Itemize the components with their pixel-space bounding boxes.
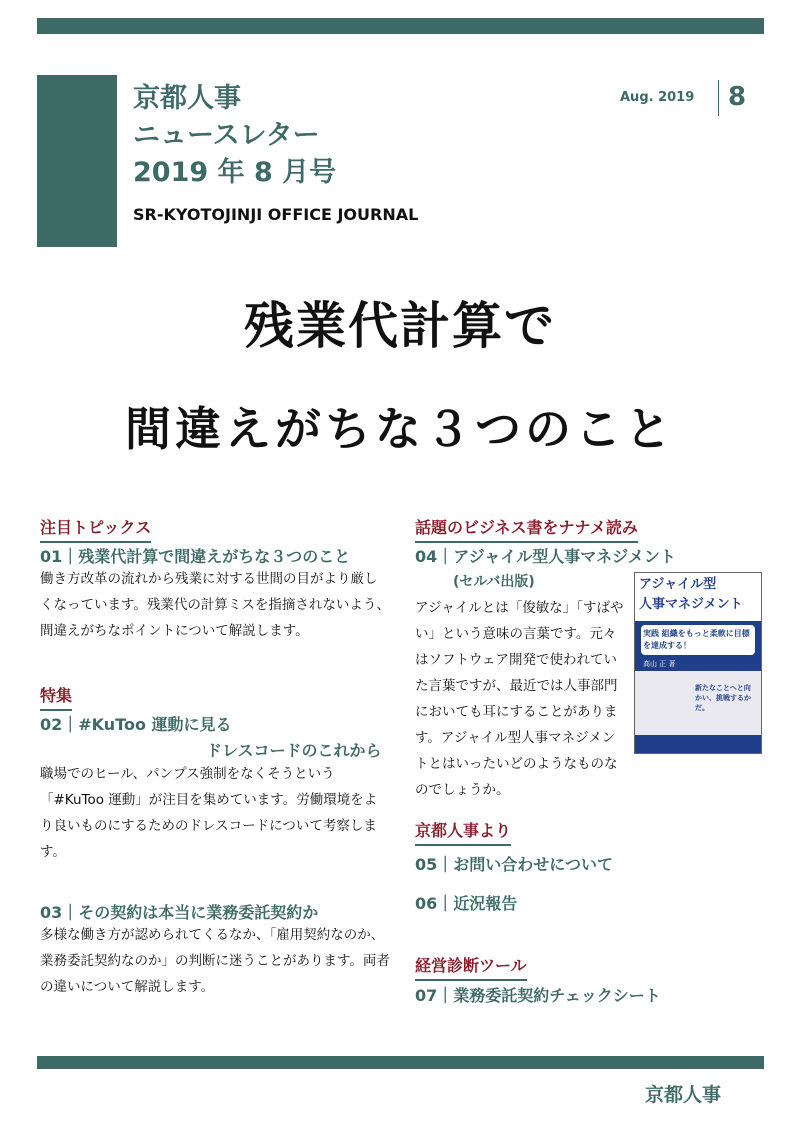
masthead-color-block: [37, 75, 117, 247]
book-title-line-1: アジャイル型: [639, 577, 717, 592]
item-02-title-line-2[interactable]: ドレスコードのこれから: [206, 741, 382, 760]
title-line-2: ニュースレター: [133, 120, 320, 151]
issue-divider: [718, 80, 719, 116]
headline-line-2: 間違えがちな３つのこと: [125, 402, 675, 456]
title-line-1: 京都人事: [133, 83, 241, 114]
item-03-body: 多様な働き方が認められてくるなか、「雇用契約なのか、業務委託契約なのか」の判断に迷うことがあります。両者の違いについて解説します。: [40, 927, 390, 995]
top-accent-bar: [37, 18, 764, 34]
item-02-body: 職場でのヒール、パンプス強制をなくそうという「#KuToo 運動」が注目を集めています。労働環境をより良いものにするためのドレスコードについて考察します。: [40, 766, 378, 860]
bottom-accent-bar: [37, 1056, 764, 1069]
footer-brand: 京都人事: [645, 1084, 722, 1106]
item-05-title[interactable]: 05｜お問い合わせについて: [415, 855, 613, 874]
issue-number: 8: [728, 82, 747, 112]
section-label-management-tools: 経営診断ツール: [415, 953, 527, 981]
item-03-title[interactable]: 03｜その契約は本当に業務委託契約か: [40, 903, 319, 922]
issue-date: Aug. 2019: [620, 90, 695, 105]
book-author: 高山 正 著: [643, 660, 676, 668]
headline-line-1: 残業代計算で: [244, 297, 556, 355]
section-label-from-kyoto-jinji: 京都人事より: [415, 818, 511, 846]
section-label-business-books: 話題のビジネス書をナナメ読み: [415, 515, 638, 543]
title-line-3: 2019 年 8 月号: [133, 157, 337, 188]
book-cover-image: [634, 572, 762, 754]
book-band-text: 新たなことへと向かい、挑戦するかだ。: [695, 684, 751, 712]
book-subtitle: 実践 組織をもっと柔軟に目標を達成する！: [643, 629, 750, 650]
item-02-title-line-1[interactable]: 02｜#KuToo 運動に見る: [40, 715, 232, 734]
item-06-title[interactable]: 06｜近況報告: [415, 894, 518, 913]
item-04-title[interactable]: 04｜アジャイル型人事マネジメント: [415, 547, 676, 566]
item-07-title[interactable]: 07｜業務委託契約チェックシート: [415, 986, 661, 1005]
section-label-topics: 注目トピックス: [40, 515, 151, 543]
item-04-body: アジャイルとは「俊敏な」「すばやい」という意味の言葉です。元々はソフトウェア開発で使われていた言葉ですが、最近では人事部門においても耳にすることがあります。アジャイル型人事マネジメントとはいったいどのようなものなのでしょうか。: [415, 600, 624, 798]
item-04-publisher: (セルバ出版): [453, 574, 535, 590]
section-label-feature: 特集: [40, 683, 72, 711]
journal-name: SR-KYOTOJINJI OFFICE JOURNAL: [133, 205, 419, 224]
book-title-line-2: 人事マネジメント: [639, 597, 743, 612]
newsletter-title: [133, 80, 336, 191]
book-bottom-strip: [635, 735, 761, 753]
item-01-body: 働き方改革の流れから残業に対する世間の目がより厳しくなっています。残業代の計算ミスを指摘されないよう、間違えがちなポイントについて解説します。: [40, 571, 390, 639]
item-01-title[interactable]: 01｜残業代計算で間違えがちな３つのこと: [40, 547, 351, 566]
book-title: [639, 575, 743, 615]
